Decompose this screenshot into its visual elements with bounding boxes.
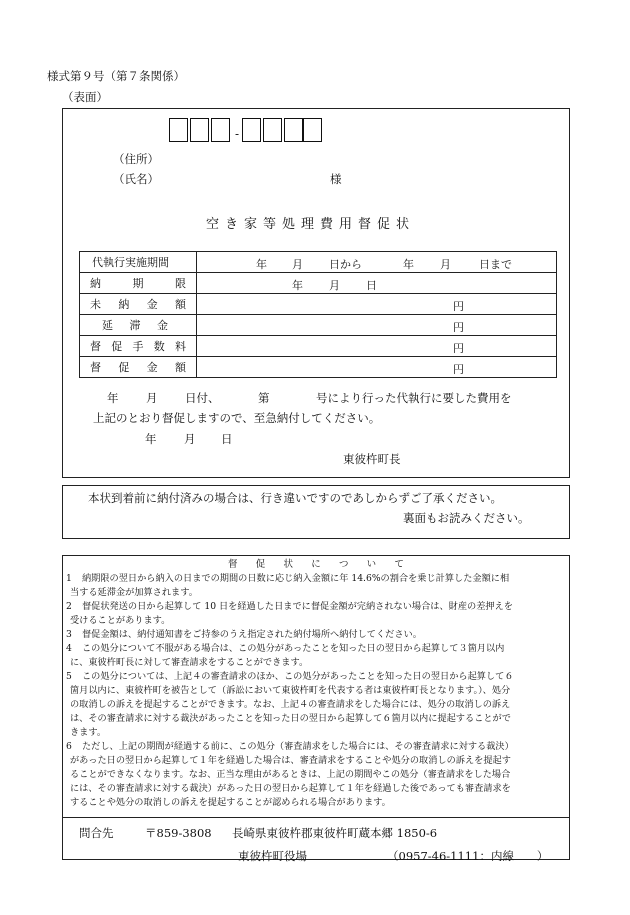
row-label — [80, 273, 197, 294]
postal-digit-box — [242, 118, 261, 142]
due-date-value: 年 月 日 — [197, 273, 557, 294]
table-row — [80, 294, 557, 315]
row-label — [80, 336, 197, 357]
amount-value: 円 — [197, 315, 557, 336]
body-line-2: 上記のとおり督促しますので、至急納付してください。 — [93, 411, 381, 425]
notice-line-1: 本状到着前に納付済みの場合は、行き違いですのであしからずご了承ください。 — [88, 491, 502, 505]
note-line: は、その審査請求に対する裁決があったことを知った日の翌日から起算して６箇月以内に提起することがで — [70, 713, 511, 724]
note-number: 5 — [66, 671, 72, 682]
amount-value: 円 — [197, 336, 557, 357]
document-title: 空き家等処理費用督促状 — [206, 217, 416, 232]
honorific: 様 — [330, 172, 342, 186]
note-line: ることができなくなります。なお、正当な理由があるときは、上記の期間やこの処分（審査請求をした場合 — [70, 769, 511, 780]
amount-value: 円 — [197, 294, 557, 315]
table-row — [80, 252, 557, 273]
table-row — [80, 273, 557, 294]
postal-digit-box — [284, 118, 303, 142]
document-page: 様式第９号（第７条関係） （表面） - （住所） （氏名） 様 空き家等処理費用督促状 代執行実施期間 年 月 日から 年 月 日まで 納 期 限 年 月 日 未 納 金 額 円 延 滞 金 円 督 促 手 数 料 円 督 促 金 額 円 年 月 日付、 第 号により行った代執行に要した費用を 上記のとおり督促しますので、至急納付してください。 年 月 日 東彼杵町長 本状到着前に納付済みの場合は、行き違いですのであしからずご了承ください。 裏面もお読みください。 督 促 状 に つ い て 1 納期限の翌日から納入の日までの期間の日数に応じ納入金額に年 14.6%の割合を乗じ計算した金額に相 当する延滞金が加算されます。 2 督促状発送の日から起算して 10 日を経過した日までに督促金額が完納されない場合は、財産の差押えを 受けることがあります。 3 督促金額は、納付通知書をご持参のうえ指定された納付場所へ納付してください。 4 この処分について不服がある場合は、この処分があったことを知った日の翌日から起算して３箇月以内 に、東彼杵町長に対して審査請求をすることができます。 5 この処分については、上記４の審査請求のほか、この処分があったことを知った日の翌日から起算して６ 箇月以内に、東彼杵町を被告として（訴訟において東彼杵町を代表する者は東彼杵町長となります。）、処分 の取消しの訴えを提起することができます。なお、上記４の審査請求をした場合には、処分の取消しの訴え は、その審査請求に対する裁決があったことを知った日の翌日から起算して６箇月以内に提起することがで きます。 6 ただし、上記の期間が経過する前に、この処分（審査請求をした場合には、その審査請求に対する裁決） があった日の翌日から起算して１年を経過した場合は、審査請求をすることや処分の取消しの訴えを提起す ることができなくなります。なお、正当な理由があるときは、上記の期間やこの処分（審査請求をした場合 には、その審査請求に対する裁決）があった日の翌日から起算して１年を経過した後であっても審査請求を することや処分の取消しの訴えを提起することが認められる場合があります。 問合先 〒859-3808 長崎県東彼杵郡東彼杵町蔵本郷 1850-6 東彼杵町役場 （0957-46-1111：内線 ） — [0, 0, 630, 915]
contact-phone: （0957-46-1111：内線 ） — [387, 849, 549, 863]
note-line: があった日の翌日から起算して１年を経過した場合は、審査請求をすることや処分の取消しの訴えを提起す — [70, 755, 511, 766]
row-label: 代執行実施期間 — [80, 252, 197, 273]
payment-table — [79, 251, 557, 378]
note-line: 箇月以内に、東彼杵町を被告として（訴訟において東彼杵町を代表する者は東彼杵町長となります。）、処分 — [70, 685, 511, 696]
note-line: 1 納期限の翌日から納入の日までの期間の日数に応じ納入金額に年 14.6%の割合を乗じ計算した金額に相 — [66, 573, 510, 584]
row-label — [80, 294, 197, 315]
notice-line-2: 裏面もお読みください。 — [403, 511, 530, 525]
note-number: 6 — [66, 741, 72, 752]
note-number: 2 — [66, 601, 72, 612]
row-label-text: 延 滞 金 — [102, 319, 168, 332]
note-number: 3 — [66, 629, 72, 640]
row-label — [80, 357, 197, 378]
note-number: 4 — [66, 643, 72, 654]
contact-postal: 〒859-3808 — [145, 826, 212, 840]
contact-office: 東彼杵町役場 — [238, 849, 307, 863]
name-label: （氏名） — [113, 172, 159, 186]
table-row — [80, 315, 557, 336]
contact-divider — [62, 817, 570, 818]
row-label-text: 未 納 金 額 — [90, 298, 186, 311]
amount-value: 円 — [197, 357, 557, 378]
postal-digit-box — [303, 118, 322, 142]
period-value: 年 月 日から 年 月 日まで — [197, 252, 557, 273]
note-line: 当する延滞金が加算されます。 — [70, 587, 198, 598]
note-line: には、その審査請求に対する裁決）があった日の翌日から起算して１年を経過した後であっても審査請求を — [70, 783, 511, 794]
note-line: 3 督促金額は、納付通知書をご持参のうえ指定された納付場所へ納付してください。 — [66, 629, 422, 640]
note-line: 6 ただし、上記の期間が経過する前に、この処分（審査請求をした場合には、その審査請求に対する裁決） — [66, 741, 514, 752]
row-label-text: 督 促 金 額 — [90, 361, 186, 374]
note-line: に、東彼杵町長に対して審査請求をすることができます。 — [70, 657, 309, 668]
note-number: 1 — [66, 573, 72, 584]
postal-dash: - — [235, 127, 240, 141]
postal-digit-box — [190, 118, 209, 142]
note-line: の取消しの訴えを提起することができます。なお、上記４の審査請求をした場合には、処分の取消しの訴え — [70, 699, 511, 710]
note-line: することや処分の取消しの訴えを提起することが認められる場合があります。 — [70, 797, 391, 808]
note-line: 4 この処分について不服がある場合は、この処分があったことを知った日の翌日から起算して３箇月以内 — [66, 643, 505, 654]
contact-address: 長崎県東彼杵郡東彼杵町蔵本郷 1850-6 — [232, 826, 438, 840]
postal-digit-box — [263, 118, 282, 142]
note-line: 2 督促状発送の日から起算して 10 日を経過した日までに督促金額が完納されない場合は、財産の差押えを — [66, 601, 513, 612]
form-number: 様式第９号（第７条関係） — [47, 69, 185, 83]
table-row — [80, 357, 557, 378]
row-label — [80, 315, 197, 336]
note-line: 5 この処分については、上記４の審査請求のほか、この処分があったことを知った日の翌日から起算して６ — [66, 671, 514, 682]
note-line: きます。 — [70, 727, 107, 738]
side-label: （表面） — [62, 90, 108, 104]
table-row — [80, 336, 557, 357]
note-line: 受けることがあります。 — [70, 615, 171, 626]
row-label-text: 督 促 手 数 料 — [90, 340, 186, 353]
postal-digit-box — [211, 118, 230, 142]
row-label-text: 納 期 限 — [90, 277, 186, 290]
issuer: 東彼杵町長 — [343, 452, 401, 466]
postal-digit-box — [169, 118, 188, 142]
address-label: （住所） — [113, 152, 159, 166]
about-notes — [66, 572, 562, 810]
contact-label: 問合先 — [79, 826, 114, 840]
